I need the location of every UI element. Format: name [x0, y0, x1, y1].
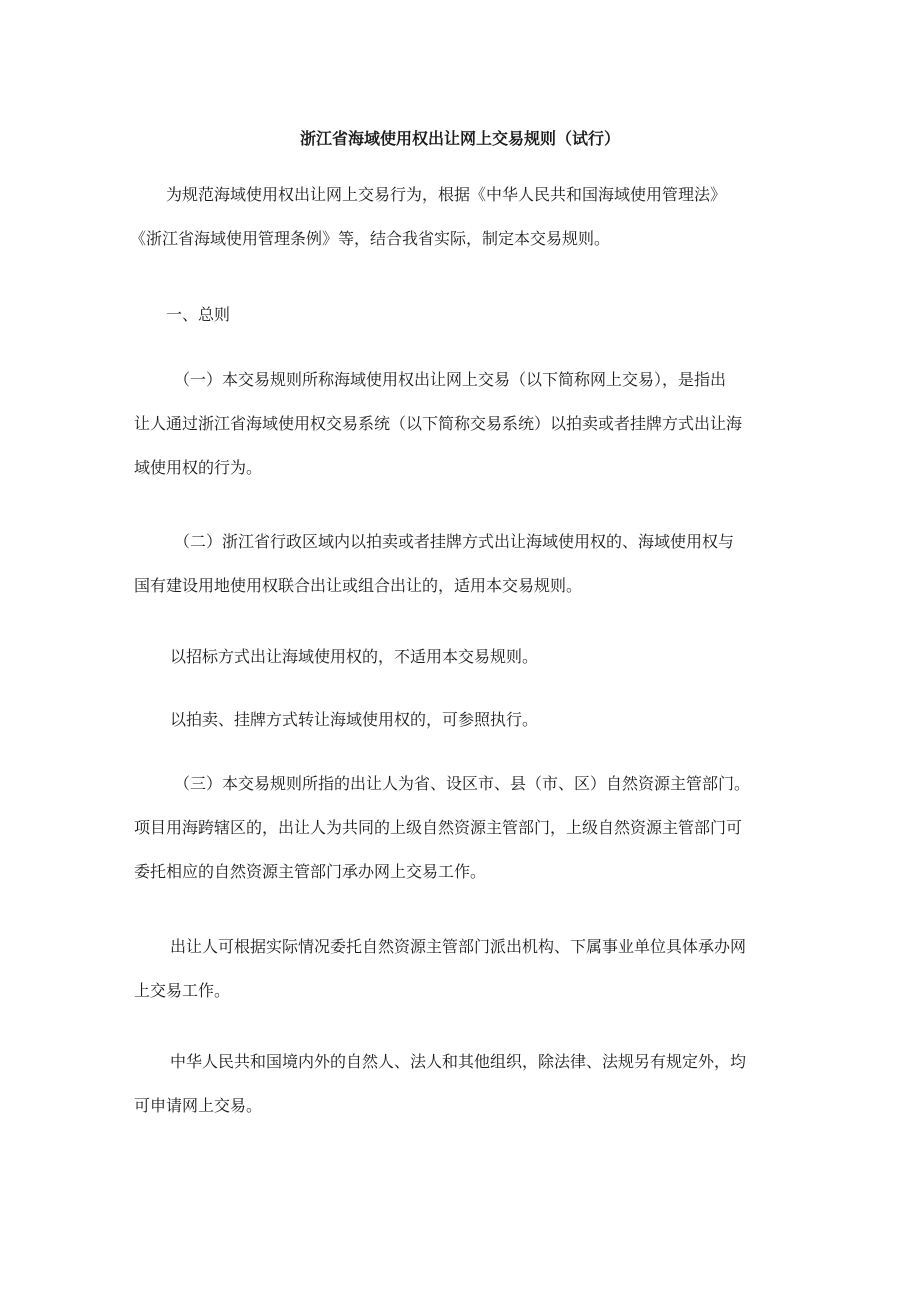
paragraph-line: 以招标方式出让海域使用权的，不适用本交易规则。: [170, 647, 539, 666]
paragraph-line: 委托相应的自然资源主管部门承办网上交易工作。: [134, 862, 487, 881]
paragraph-transfer-reference: [170, 698, 538, 742]
paragraph-bidding-exclusion: [170, 635, 538, 679]
paragraph-line: 中华人民共和国境内外的自然人、法人和其他组织，除法律、法规另有规定外，均: [170, 1052, 747, 1071]
document-title: 浙江省海域使用权出让网上交易规则（试行）: [299, 129, 620, 148]
paragraph-preamble: [130, 173, 726, 261]
paragraph-line: （二）浙江省行政区域内以拍卖或者挂牌方式出让海域使用权的、海域使用权与: [174, 532, 735, 551]
paragraph-eligibility: [134, 1040, 746, 1128]
paragraph-line: 域使用权的行为。: [134, 458, 263, 477]
paragraph-line: 让人通过浙江省海域使用权交易系统（以下简称交易系统）以拍卖或者挂牌方式出让海: [134, 414, 743, 433]
paragraph-line: （一）本交易规则所称海域使用权出让网上交易（以下简称网上交易），是指出: [174, 370, 727, 389]
paragraph-line: 上交易工作。: [134, 981, 231, 1000]
paragraph-line: 以拍卖、挂牌方式转让海域使用权的，可参照执行。: [170, 710, 539, 729]
paragraph-line: 项目用海跨辖区的，出让人为共同的上级自然资源主管部门，上级自然资源主管部门可: [134, 818, 743, 837]
paragraph-line: 《浙江省海域使用管理条例》等，结合我省实际，制定本交易规则。: [130, 229, 611, 248]
paragraph-article-3: [134, 762, 750, 894]
paragraph-delegation: [134, 925, 746, 1013]
paragraph-line: （三）本交易规则所指的出让人为省、设区市、县（市、区）自然资源主管部门。: [174, 774, 751, 793]
paragraph-line: 出让人可根据实际情况委托自然资源主管部门派出机构、下属事业单位具体承办网: [170, 937, 747, 956]
paragraph-line: 一、总则: [166, 305, 231, 324]
paragraph-article-1: [134, 358, 742, 490]
paragraph-line: 可申请网上交易。: [134, 1096, 263, 1115]
section-heading-general: [166, 293, 230, 337]
paragraph-article-2: [134, 520, 734, 608]
paragraph-line: 为规范海域使用权出让网上交易行为，根据《中华人民共和国海域使用管理法》: [166, 185, 727, 204]
paragraph-line: 国有建设用地使用权联合出让或组合出让的，适用本交易规则。: [134, 576, 583, 595]
